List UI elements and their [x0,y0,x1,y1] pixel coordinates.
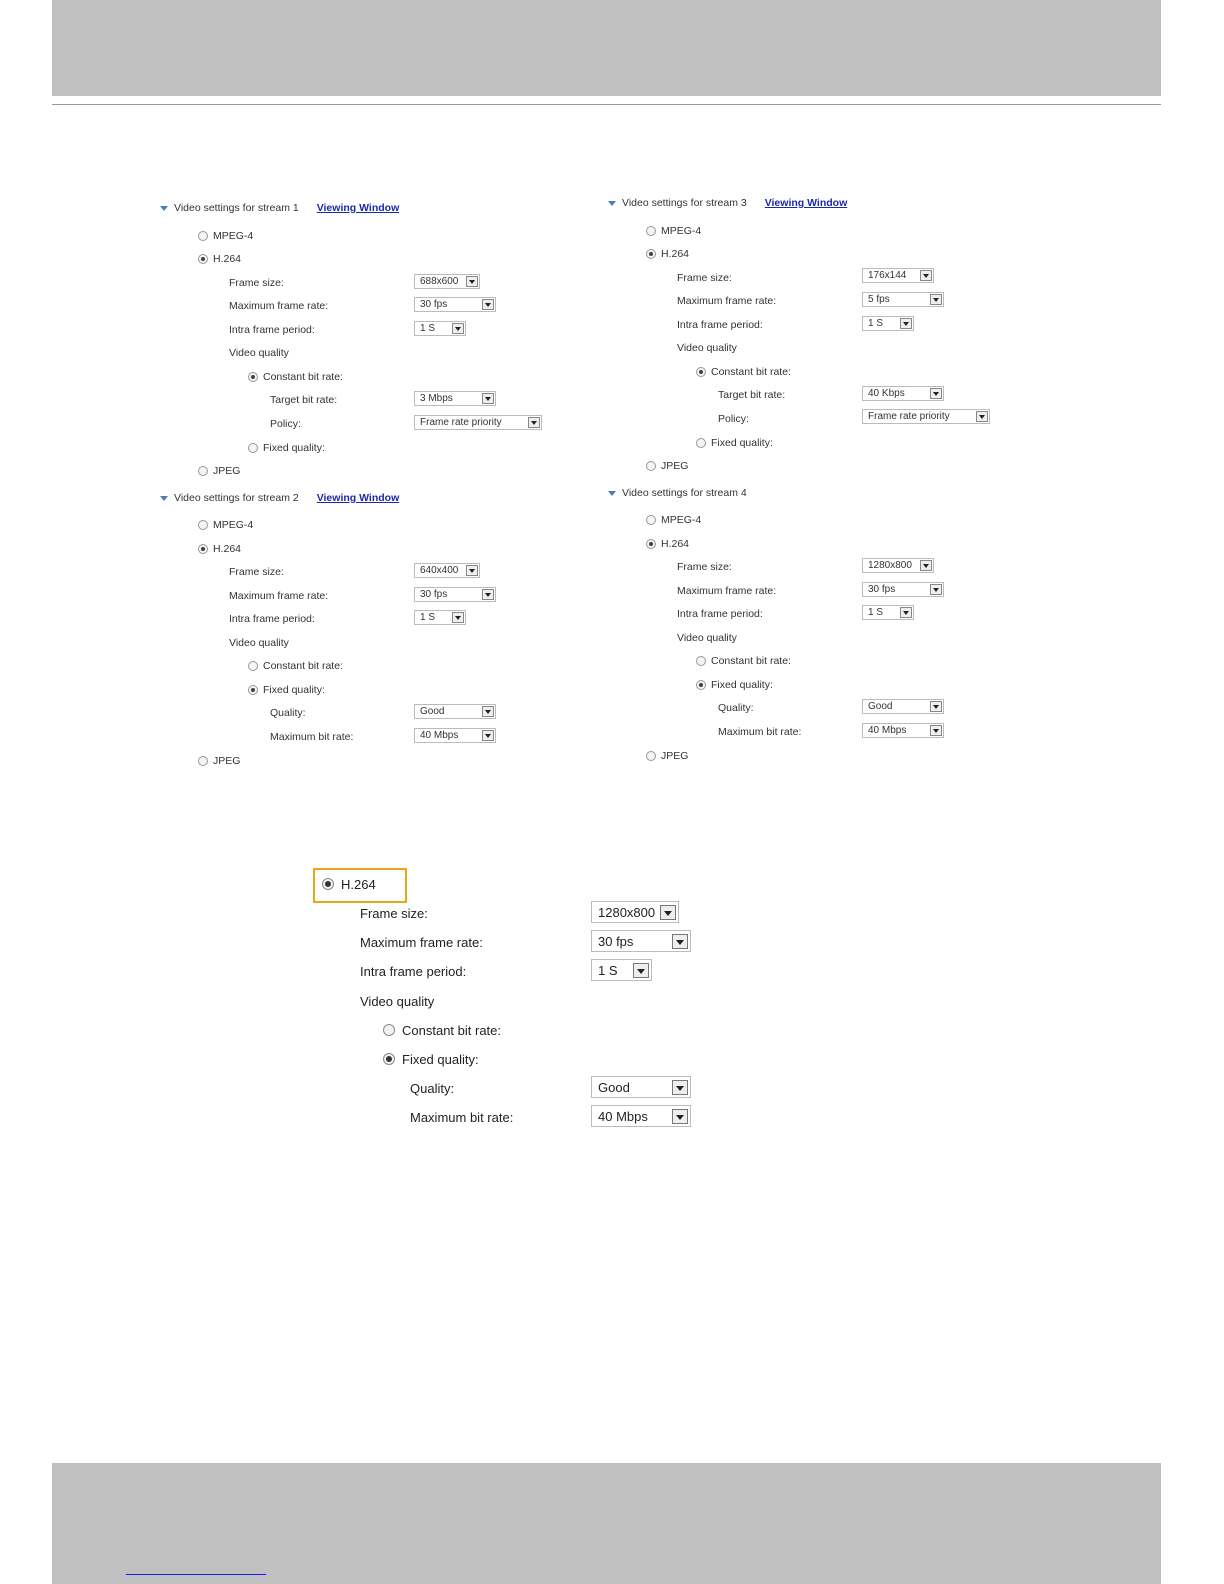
dropdown-arrow-icon[interactable] [920,270,932,281]
constant-bit-rate-option[interactable] [696,364,791,380]
frame-size-select[interactable] [591,901,679,923]
mpeg4-option[interactable] [198,228,253,244]
frame-size-label: Frame size: [677,561,732,573]
target-bit-rate-label: Target bit rate: [718,389,786,401]
video-quality-label: Video quality [229,347,289,359]
fixed-quality-option[interactable] [248,440,325,456]
max-bit-rate-label: Maximum bit rate: [270,731,354,743]
max-frame-rate-label: Maximum frame rate: [360,934,483,950]
radio-selected-icon[interactable] [248,685,258,695]
option-label: JPEG [661,750,689,762]
option-label: Fixed quality: [711,679,773,691]
quality-select[interactable] [414,704,496,719]
h264-option[interactable] [198,541,241,557]
option-label: MPEG-4 [213,519,254,531]
intra-frame-period-label: Intra frame period: [677,319,763,331]
max-frame-rate-label: Maximum frame rate: [229,300,329,312]
select-value: 40 Mbps [868,725,907,736]
option-label: Fixed quality: [263,684,325,696]
select-value: 1280x800 [868,560,912,571]
option-label: Fixed quality: [263,442,325,454]
select-value: 1280x800 [598,904,656,920]
radio-icon[interactable] [696,438,706,448]
fixed-quality-option[interactable] [248,682,325,698]
radio-selected-icon[interactable] [696,680,706,690]
select-value: 1 S [868,607,884,618]
option-label: Constant bit rate: [402,1022,501,1038]
bottom-banner [52,1463,1161,1584]
jpeg-option[interactable] [198,463,240,479]
frame-size-select[interactable] [414,563,480,578]
option-label: JPEG [213,465,241,477]
viewing-window-link[interactable]: Viewing Window [316,202,400,214]
fixed-quality-option[interactable] [696,677,773,693]
frame-size-label: Frame size: [360,905,428,921]
intra-frame-period-label: Intra frame period: [677,608,763,620]
radio-selected-icon[interactable] [248,372,258,382]
radio-icon[interactable] [646,515,656,525]
stream-title: Video settings for stream 1 [174,202,299,214]
footer-link-underline[interactable] [126,1574,266,1575]
mpeg4-option[interactable] [646,512,701,528]
stream-4-panel [608,485,1038,775]
dropdown-arrow-icon[interactable] [660,905,676,920]
option-label: Constant bit rate: [263,660,343,672]
top-banner [52,0,1161,96]
radio-icon[interactable] [198,231,208,241]
option-label: MPEG-4 [661,225,702,237]
select-value: Good [868,701,893,712]
option-label: H.264 [341,876,376,892]
option-label: H.264 [213,253,242,265]
radio-selected-icon[interactable] [322,878,334,890]
policy-label: Policy: [270,418,301,430]
constant-bit-rate-option[interactable] [383,1020,501,1040]
max-frame-rate-label: Maximum frame rate: [677,295,777,307]
max-bit-rate-select[interactable] [862,723,944,738]
stream-3-header[interactable] [608,195,847,211]
dropdown-arrow-icon[interactable] [452,612,464,623]
h264-option[interactable] [198,251,241,267]
option-label: H.264 [661,248,690,260]
video-quality-label: Video quality [677,632,737,644]
quality-label: Quality: [718,702,754,714]
jpeg-option[interactable] [646,748,688,764]
option-label: MPEG-4 [213,230,254,242]
select-value: 30 fps [868,584,896,595]
frame-size-select[interactable] [862,268,934,283]
quality-select[interactable] [862,699,944,714]
quality-label: Quality: [410,1080,455,1096]
max-bit-rate-select[interactable] [414,728,496,743]
frame-size-select[interactable] [414,274,480,289]
h264-option[interactable] [646,536,689,552]
dropdown-arrow-icon[interactable] [482,299,494,310]
select-value: 30 fps [420,589,448,600]
radio-icon[interactable] [646,226,656,236]
dropdown-arrow-icon[interactable] [930,725,942,736]
intra-frame-period-label: Intra frame period: [229,324,315,336]
stream-title: Video settings for stream 3 [622,197,747,209]
frame-size-label: Frame size: [677,272,732,284]
radio-icon[interactable] [696,656,706,666]
h264-option[interactable] [322,874,376,894]
stream-title: Video settings for stream 4 [622,487,747,499]
select-value: 688x600 [420,276,459,287]
select-value: Frame rate priority [420,417,502,428]
select-value: 5 fps [868,294,890,305]
dropdown-arrow-icon[interactable] [482,730,494,741]
quality-select[interactable] [591,1076,691,1098]
dropdown-arrow-icon[interactable] [920,560,932,571]
select-value: Frame rate priority [868,411,950,422]
max-bit-rate-label: Maximum bit rate: [410,1109,514,1125]
dropdown-arrow-icon[interactable] [930,294,942,305]
option-label: MPEG-4 [661,514,702,526]
intra-frame-period-select[interactable] [414,321,466,336]
select-value: 1 S [420,323,436,334]
stream-2-header[interactable] [160,490,399,506]
select-value: 1 S [598,962,618,978]
stream-1-panel [160,200,590,490]
viewing-window-link[interactable]: Viewing Window [316,492,400,504]
radio-icon[interactable] [646,461,656,471]
constant-bit-rate-option[interactable] [248,658,343,674]
mpeg4-option[interactable] [646,223,701,239]
fixed-quality-option[interactable] [696,435,773,451]
select-value: 30 fps [598,933,634,949]
video-quality-label: Video quality [360,993,435,1009]
radio-selected-icon[interactable] [198,254,208,264]
max-frame-rate-select[interactable] [862,292,944,307]
target-bit-rate-label: Target bit rate: [270,394,338,406]
option-label: Constant bit rate: [711,655,791,667]
max-frame-rate-label: Maximum frame rate: [229,590,329,602]
intra-frame-period-select[interactable] [862,316,914,331]
viewing-window-link[interactable]: Viewing Window [764,197,848,209]
dropdown-arrow-icon[interactable] [528,417,540,428]
video-quality-label: Video quality [677,342,737,354]
select-value: 40 Kbps [868,388,905,399]
dropdown-arrow-icon[interactable] [672,1109,688,1124]
fixed-quality-option[interactable] [383,1049,479,1069]
expand-triangle-icon [160,496,168,501]
h264-option[interactable] [646,246,689,262]
policy-label: Policy: [718,413,749,425]
select-value: 30 fps [420,299,448,310]
jpeg-option[interactable] [198,753,240,769]
max-frame-rate-select[interactable] [591,930,691,952]
stream-title: Video settings for stream 2 [174,492,299,504]
radio-selected-icon[interactable] [696,367,706,377]
radio-icon[interactable] [198,520,208,530]
target-bit-rate-select[interactable] [414,391,496,406]
intra-frame-period-label: Intra frame period: [229,613,315,625]
constant-bit-rate-option[interactable] [248,369,343,385]
max-frame-rate-select[interactable] [414,587,496,602]
dropdown-arrow-icon[interactable] [930,584,942,595]
dropdown-arrow-icon[interactable] [900,607,912,618]
max-frame-rate-select[interactable] [862,582,944,597]
select-value: 640x400 [420,565,459,576]
max-bit-rate-select[interactable] [591,1105,691,1127]
select-value: 1 S [868,318,884,329]
radio-selected-icon[interactable] [383,1053,395,1065]
radio-icon[interactable] [383,1024,395,1036]
dropdown-arrow-icon[interactable] [672,934,688,949]
dropdown-arrow-icon[interactable] [482,393,494,404]
option-label: H.264 [661,538,690,550]
option-label: Constant bit rate: [711,366,791,378]
dropdown-arrow-icon[interactable] [930,701,942,712]
max-frame-rate-label: Maximum frame rate: [677,585,777,597]
radio-selected-icon[interactable] [646,539,656,549]
stream-4-header[interactable] [608,485,747,501]
intra-frame-period-select[interactable] [862,605,914,620]
radio-icon[interactable] [248,443,258,453]
dropdown-arrow-icon[interactable] [482,706,494,717]
target-bit-rate-select[interactable] [862,386,944,401]
intra-frame-period-select[interactable] [591,959,652,981]
policy-select[interactable] [414,415,542,430]
select-value: Good [420,706,445,717]
radio-selected-icon[interactable] [646,249,656,259]
option-label: H.264 [213,543,242,555]
max-bit-rate-label: Maximum bit rate: [718,726,802,738]
dropdown-arrow-icon[interactable] [466,565,478,576]
dropdown-arrow-icon[interactable] [482,589,494,600]
expand-triangle-icon [608,491,616,496]
radio-icon[interactable] [198,466,208,476]
radio-icon[interactable] [248,661,258,671]
option-label: Fixed quality: [402,1051,479,1067]
select-value: 3 Mbps [420,393,453,404]
select-value: 40 Mbps [598,1108,648,1124]
select-value: 1 S [420,612,436,623]
dropdown-arrow-icon[interactable] [633,963,649,978]
dropdown-arrow-icon[interactable] [672,1080,688,1095]
expand-triangle-icon [160,206,168,211]
option-label: Fixed quality: [711,437,773,449]
dropdown-arrow-icon[interactable] [452,323,464,334]
intra-frame-period-select[interactable] [414,610,466,625]
select-value: 40 Mbps [420,730,459,741]
policy-select[interactable] [862,409,990,424]
dropdown-arrow-icon[interactable] [900,318,912,329]
max-frame-rate-select[interactable] [414,297,496,312]
stream-1-header[interactable] [160,200,399,216]
expand-triangle-icon [608,201,616,206]
option-label: Constant bit rate: [263,371,343,383]
stream-3-panel [608,195,1038,485]
frame-size-label: Frame size: [229,566,284,578]
radio-icon[interactable] [198,756,208,766]
quality-label: Quality: [270,707,306,719]
intra-frame-period-label: Intra frame period: [360,963,467,979]
stream-2-panel [160,490,590,780]
dropdown-arrow-icon[interactable] [976,411,988,422]
select-value: Good [598,1079,630,1095]
option-label: JPEG [213,755,241,767]
select-value: 176x144 [868,270,907,281]
dropdown-arrow-icon[interactable] [466,276,478,287]
header-rule [52,104,1161,105]
radio-icon[interactable] [646,751,656,761]
constant-bit-rate-option[interactable] [696,653,791,669]
video-quality-label: Video quality [229,637,289,649]
option-label: JPEG [661,460,689,472]
frame-size-select[interactable] [862,558,934,573]
radio-selected-icon[interactable] [198,544,208,554]
frame-size-label: Frame size: [229,277,284,289]
jpeg-option[interactable] [646,458,688,474]
dropdown-arrow-icon[interactable] [930,388,942,399]
mpeg4-option[interactable] [198,517,253,533]
